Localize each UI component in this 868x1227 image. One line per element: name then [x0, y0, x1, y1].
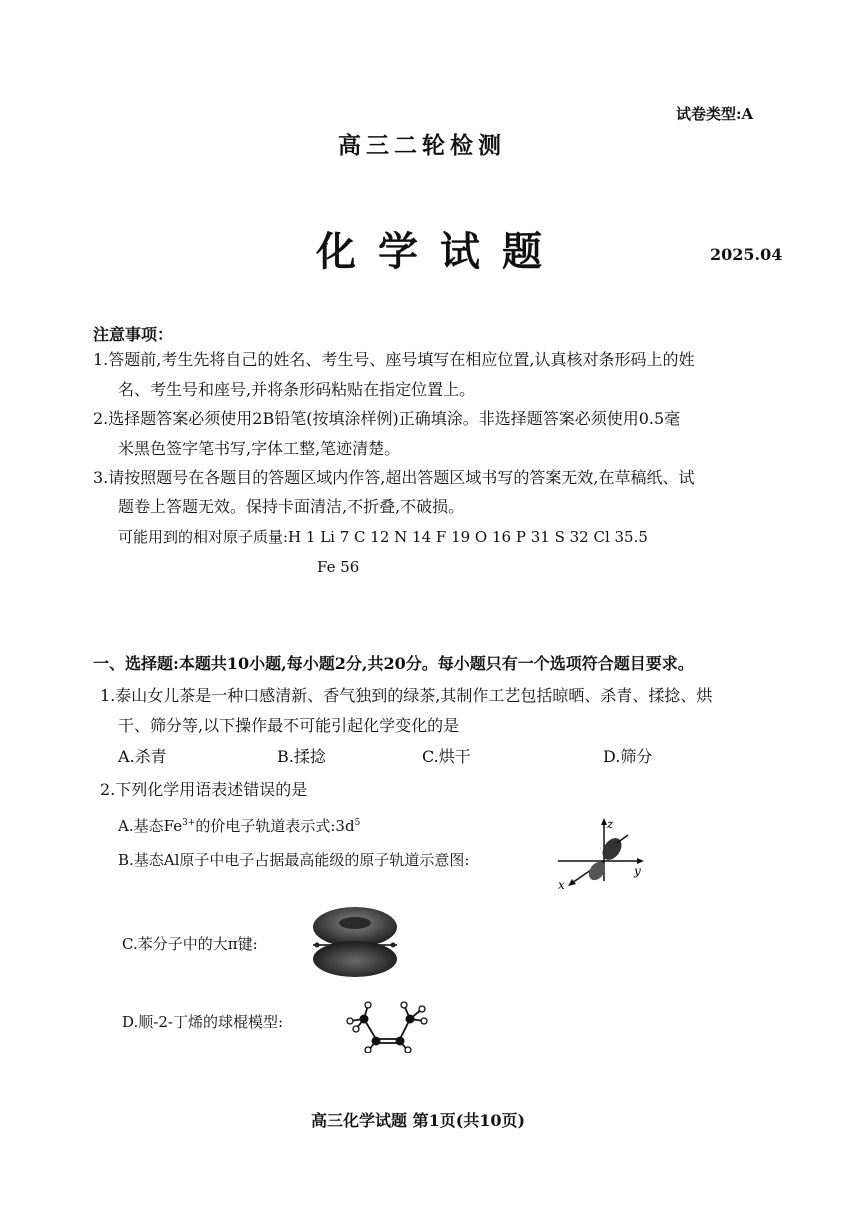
- orbital-axis-line: [617, 835, 628, 843]
- carbon-atom: [372, 1037, 381, 1046]
- q2-option-b: B.基态Al原子中电子占据最高能级的原子轨道示意图:: [118, 851, 470, 869]
- q2-option-a-mid: 的价电子轨道表示式:3d: [195, 817, 355, 835]
- benzene-pi-bond-figure: [307, 903, 403, 981]
- notice-item-1-line-1: 1.答题前,考生先将自己的姓名、考生号、座号填写在相应位置,认真核对条形码上的姓: [93, 350, 695, 369]
- q2-option-a-charge: 3+: [182, 818, 196, 828]
- page-footer: 高三化学试题 第1页(共10页): [311, 1111, 526, 1130]
- q2-option-a-prefix: A.基态Fe: [118, 817, 183, 835]
- q2-stem: 2.下列化学用语表述错误的是: [100, 780, 308, 799]
- paper-type-label: 试卷类型:A: [676, 105, 754, 123]
- q1-stem-line-2: 干、筛分等,以下操作最不可能引起化学变化的是: [118, 716, 460, 735]
- hydrogen-atom: [365, 1002, 371, 1008]
- p-orbital-diagram: [554, 815, 646, 891]
- q2-option-d: D.顺-2-丁烯的球棍模型:: [122, 1013, 283, 1031]
- x-axis-label: x: [558, 878, 565, 891]
- q1-option-c: C.烘干: [422, 747, 471, 766]
- h-atom: [315, 943, 320, 948]
- exam-round-title: 高三二轮检测: [338, 132, 506, 159]
- carbon-atom: [396, 1037, 405, 1046]
- page-title: 化学试题: [316, 228, 564, 275]
- notice-item-3-line-2: 题卷上答题无效。保持卡面清洁,不折叠,不破损。: [118, 497, 465, 516]
- q1-stem-line-1: 1.泰山女儿茶是一种口感清新、香气独到的绿茶,其制作工艺包括晾晒、杀青、揉捻、烘: [100, 686, 713, 705]
- q1-option-b: B.揉捻: [277, 747, 326, 766]
- notice-heading: 注意事项：: [93, 325, 174, 344]
- q2-option-c: C.苯分子中的大π键:: [122, 935, 258, 953]
- hydrogen-atom: [347, 1018, 353, 1024]
- carbon-atom: [406, 1015, 415, 1024]
- cis-2-butene-model: [338, 995, 434, 1053]
- hydrogen-atom: [353, 1026, 359, 1032]
- q1-option-a: A.杀青: [118, 747, 167, 766]
- section-heading: 一、选择题:本题共10小题,每小题2分,共20分。每小题只有一个选项符合题目要求。: [93, 654, 694, 673]
- atomic-masses-line-2: Fe 56: [317, 558, 360, 576]
- notice-item-2-line-1: 2.选择题答案必须使用2B铅笔(按填涂样例)正确填涂。非选择题答案必须使用0.5毫: [93, 409, 681, 428]
- q2-option-a-exponent: 5: [354, 818, 361, 828]
- hydrogen-atom: [365, 1047, 371, 1053]
- z-axis-label: z: [607, 817, 614, 831]
- hydrogen-atom: [405, 1047, 411, 1053]
- q1-option-d: D.筛分: [603, 747, 653, 766]
- pi-cloud-lower: [313, 941, 397, 977]
- q2-option-a: [118, 815, 360, 837]
- notice-item-3-line-1: 3.请按照题号在各题目的答题区域内作答,超出答题区域书写的答案无效,在草稿纸、试: [93, 468, 695, 487]
- notice-item-1-line-2: 名、考生号和座号,并将条形码粘贴在指定位置上。: [118, 380, 476, 399]
- notice-item-2-line-2: 米黑色签字笔书写,字体工整,笔迹清楚。: [118, 439, 401, 458]
- carbon-atom: [360, 1015, 369, 1024]
- h-atom: [391, 943, 396, 948]
- x-axis-arrow: [568, 879, 576, 886]
- atomic-masses-line-1: 可能用到的相对原子质量:H 1 Li 7 C 12 N 14 F 19 O 16 P 31 S 32 Cl 35.5: [118, 528, 648, 546]
- hydrogen-atom: [421, 1018, 427, 1024]
- exam-date: 2025.04: [710, 245, 783, 264]
- hydrogen-atom: [419, 1006, 425, 1012]
- pi-cloud-upper-hole: [339, 917, 371, 929]
- y-axis-label: y: [634, 864, 641, 878]
- hydrogen-atom: [401, 1002, 407, 1008]
